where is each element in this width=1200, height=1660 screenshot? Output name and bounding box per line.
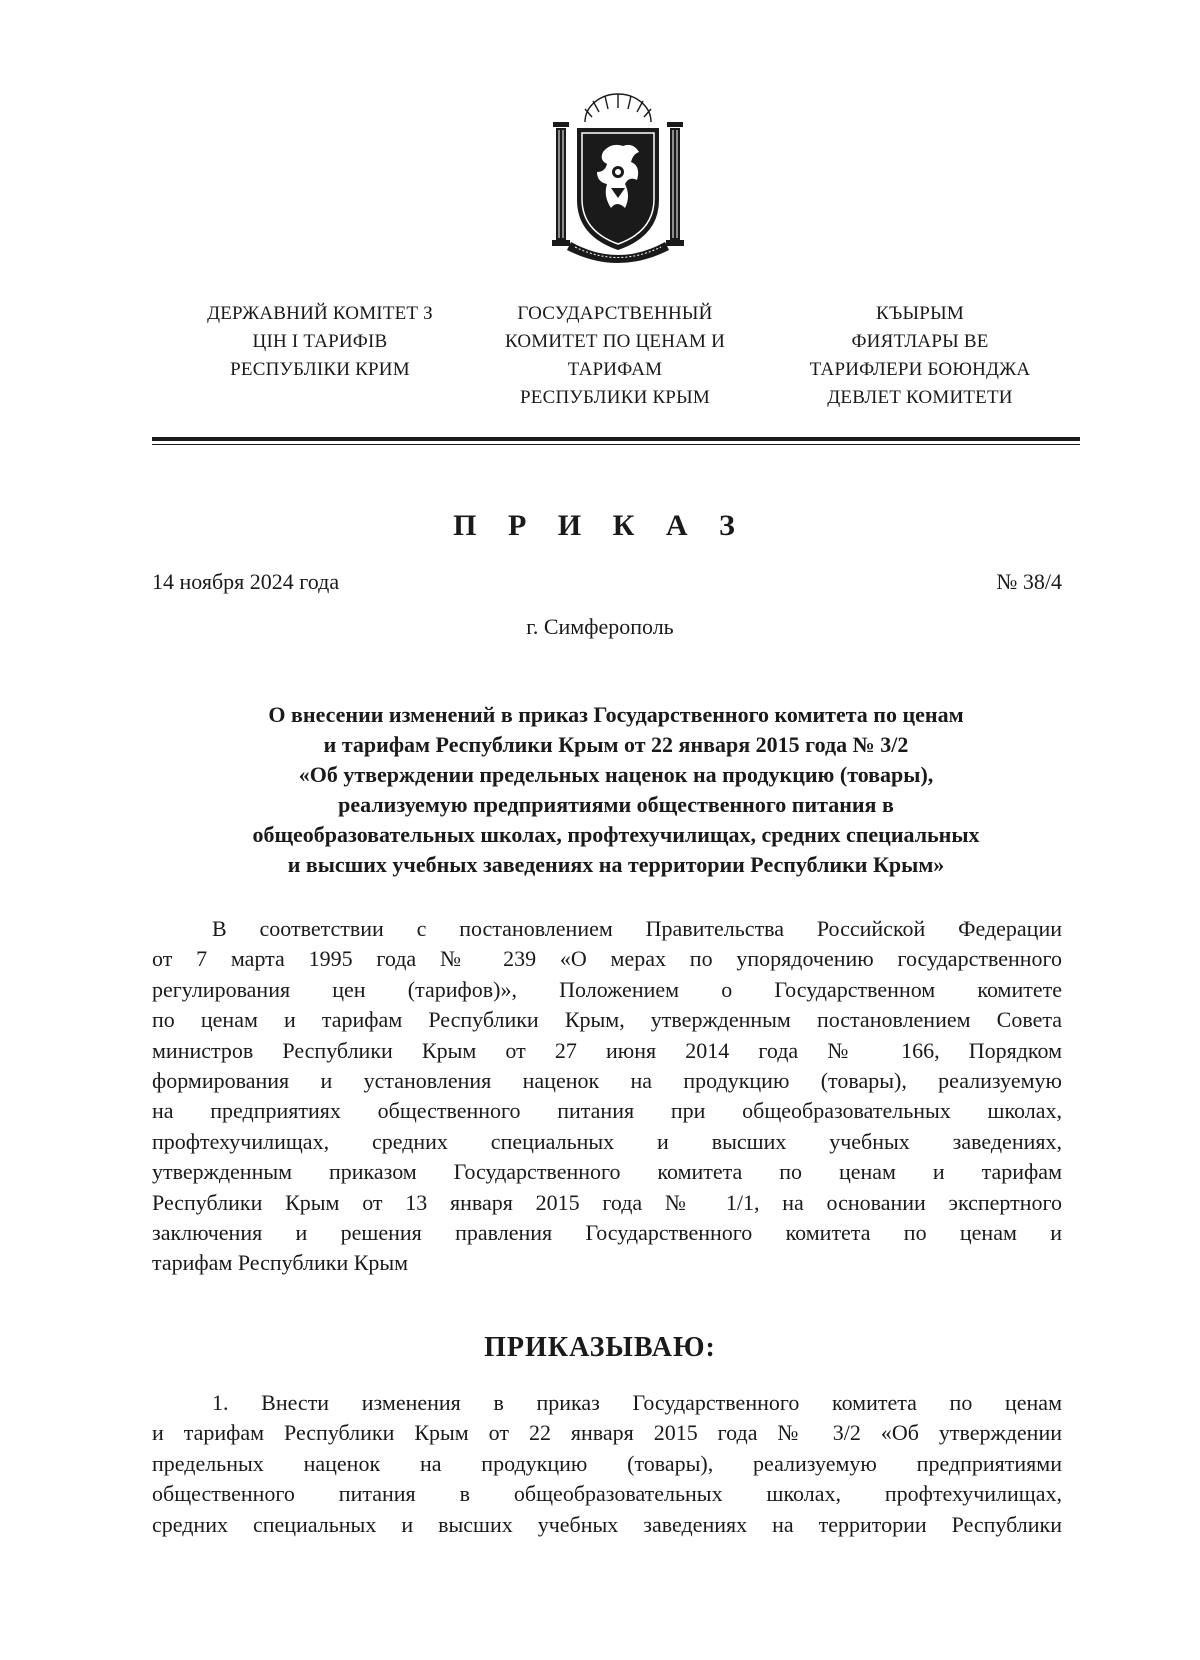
preamble-line: министров Республики Крым от 27 июня 2014 года № 166, Порядком [152, 1037, 1062, 1063]
preamble-paragraph [152, 914, 1062, 1279]
preamble-line: В соответствии с постановлением Правительства Российской Федерации [212, 916, 1062, 941]
point-line: средних специальных и высших учебных заведениях на территории Республики [152, 1511, 1062, 1537]
preamble-line: формирования и установления наценок на продукцию (товары), реализуемую [152, 1068, 1062, 1094]
document-number: № 38/4 [996, 569, 1062, 594]
title-line: и высших учебных заведениях на территории Республики Крым» [287, 852, 945, 877]
preamble-line: утвержденным приказом Государственного комитета по ценам и тарифам [152, 1159, 1062, 1185]
header-russian-line: РЕСПУБЛИКИ КРЫМ [520, 387, 710, 408]
trilingual-header [0, 300, 1200, 420]
preamble-line: по ценам и тарифам Республики Крым, утвержденным постановлением Совета [152, 1007, 1062, 1033]
point-line: предельных наценок на продукцию (товары), реализуемую предприятиями [152, 1450, 1062, 1476]
header-crimean-tatar-line: ФИЯТЛАРЫ ВЕ [851, 331, 989, 352]
header-crimean-tatar-line: КЪЫРЫМ [876, 303, 964, 324]
preamble-line: Республики Крым от 13 января 2015 года № 1/1, на основании экспертного [152, 1189, 1062, 1215]
header-crimean-tatar-line: ТАРИФЛЕРИ БОЮНДЖА [809, 359, 1031, 380]
point-line: и тарифам Республики Крым от 22 января 2015 года № 3/2 «Об утверждении [152, 1420, 1062, 1446]
coat-of-arms-icon [545, 92, 691, 268]
title-line: и тарифам Республики Крым от 22 января 2015 года № 3/2 [323, 732, 909, 757]
header-ukrainian [170, 300, 470, 384]
preamble-line: регулирования цен (тарифов)», Положением о Государственном комитете [152, 976, 1062, 1002]
point-line: общественного питания в общеобразовательных школах, профтехучилищах, [152, 1481, 1062, 1507]
header-divider-thick [152, 437, 1080, 441]
header-russian-line: ТАРИФАМ [567, 359, 663, 380]
preamble-line: тарифам Республики Крым [152, 1250, 409, 1276]
point-line: 1. Внести изменения в приказ Государственного комитета по ценам [212, 1390, 1062, 1415]
title-line: «Об утверждении предельных наценок на продукцию (товары), [298, 762, 934, 787]
document-type-heading: П Р И К А З [453, 509, 747, 542]
document-date: 14 ноября 2024 года [152, 569, 340, 594]
header-russian [465, 300, 765, 412]
header-ukrainian-line: РЕСПУБЛІКИ КРИМ [230, 359, 410, 380]
preamble-line: на предприятиях общественного питания при общеобразовательных школах, [152, 1098, 1062, 1124]
preamble-line: профтехучилищах, средних специальных и высших учебных заведениях, [152, 1128, 1062, 1154]
order-point-1 [152, 1388, 1062, 1540]
document-city: г. Симферополь [526, 614, 674, 639]
title-line: О внесении изменений в приказ Государственного комитета по ценам [268, 702, 964, 727]
header-ukrainian-line: ЦІН І ТАРИФІВ [252, 331, 388, 352]
document-title [152, 700, 1080, 880]
header-ukrainian-line: ДЕРЖАВНИЙ КОМІТЕТ З [207, 303, 433, 324]
header-divider-thin [152, 444, 1080, 445]
header-russian-line: ГОСУДАРСТВЕННЫЙ [517, 303, 713, 324]
order-heading: ПРИКАЗЫВАЮ: [484, 1332, 716, 1363]
preamble-line: от 7 марта 1995 года № 239 «О мерах по упорядочению государственного [152, 946, 1062, 972]
title-line: общеобразовательных школах, профтехучилищах, средних специальных [252, 822, 980, 847]
title-line: реализуемую предприятиями общественного питания в [338, 792, 894, 817]
header-crimean-tatar-line: ДЕВЛЕТ КОМИТЕТИ [827, 387, 1013, 408]
header-russian-line: КОМИТЕТ ПО ЦЕНАМ И [504, 331, 726, 352]
preamble-line: заключения и решения правления Государственного комитета по ценам и [152, 1220, 1062, 1246]
header-crimean-tatar [770, 300, 1070, 412]
